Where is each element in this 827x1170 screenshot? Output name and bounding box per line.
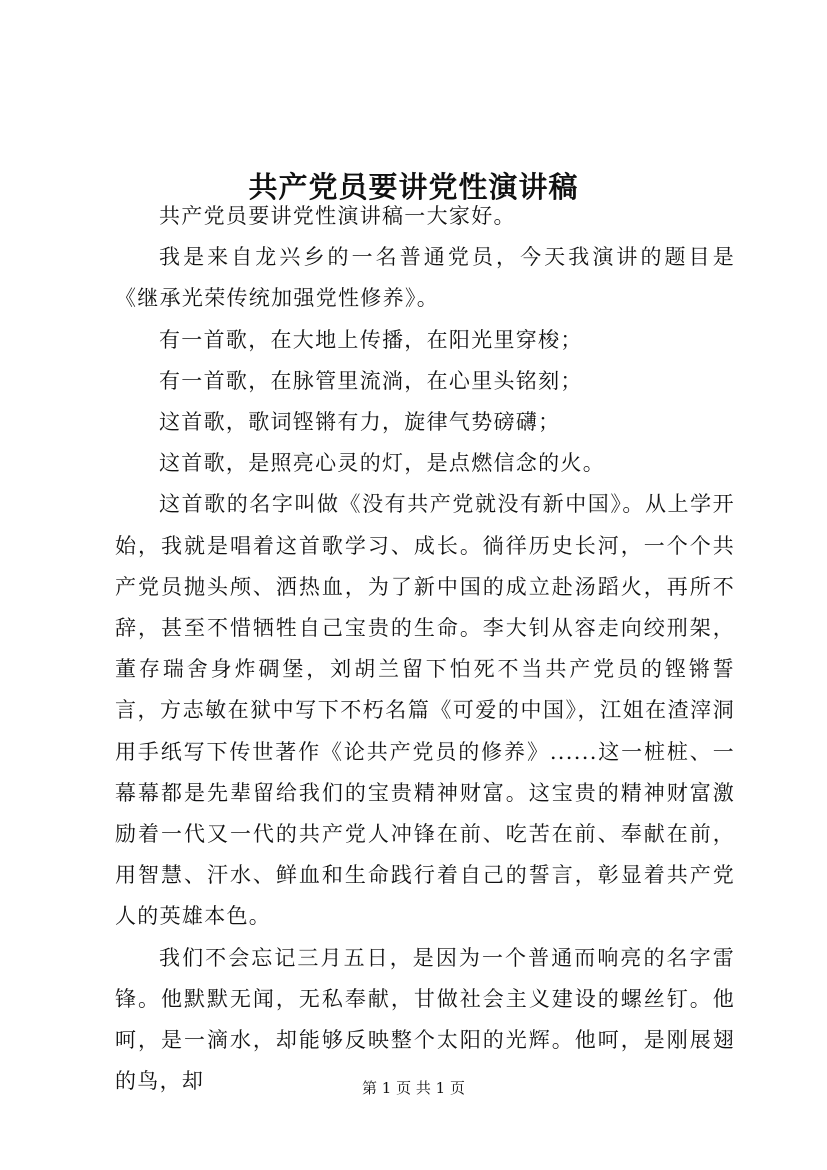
paragraph-3: 有一首歌，在大地上传播，在阳光里穿梭； [159,327,583,352]
paragraph-7: 这首歌的名字叫做《没有共产党就没有新中国》。从上学开始，我就是唱着这首歌学习、成长。徜徉历史长河，一个个共产党员抛头颅、洒热血，为了新中国的成立赴汤蹈火，再所不辞，甚至不惜牺牲自己宝贵的生命。李大钊从容走向绞刑架，董存瑞舍身炸碉堡，刘胡兰留下怕死不当共产党员的铿锵誓言，方志敏在狱中写下不朽名篇《可爱的中国》，江姐在渣滓洞用手纸写下传世著作《论共产党员的修养》......这一桩桩、一幕幕都是先辈留给我们的宝贵精神财富。这宝贵的精神财富激励着一代又一代的共产党人冲锋在前、吃苦在前、奉献在前，用智慧、汗水、鲜血和生命践行着自己的誓言，彰显着共产党人的英雄本色。 [115,492,735,929]
page-footer: 第 1 页 共 1 页 [362,1079,465,1097]
document-title: 共产党员要讲党性演讲稿 [248,170,579,205]
document-body [115,196,735,1102]
paragraph-5: 这首歌，歌词铿锵有力，旋律气势磅礴； [159,410,561,435]
paragraph-2: 我是来自龙兴乡的一名普通党员，今天我演讲的题目是《继承光荣传统加强党性修养》。 [115,245,735,311]
paragraph-6: 这首歌，是照亮心灵的灯，是点燃信念的火。 [159,451,605,476]
paragraph-1: 共产党员要讲党性演讲稿一大家好。 [159,204,516,228]
paragraph-4: 有一首歌，在脉管里流淌，在心里头铭刻； [159,368,583,393]
paragraph-8: 我们不会忘记三月五日，是因为一个普通而响亮的名字雷锋。他默默无闻，无私奉献，甘做社会主义建设的螺丝钉。他呵，是一滴水，却能够反映整个太阳的光辉。他呵，是刚展翅的鸟，却 [115,945,735,1094]
